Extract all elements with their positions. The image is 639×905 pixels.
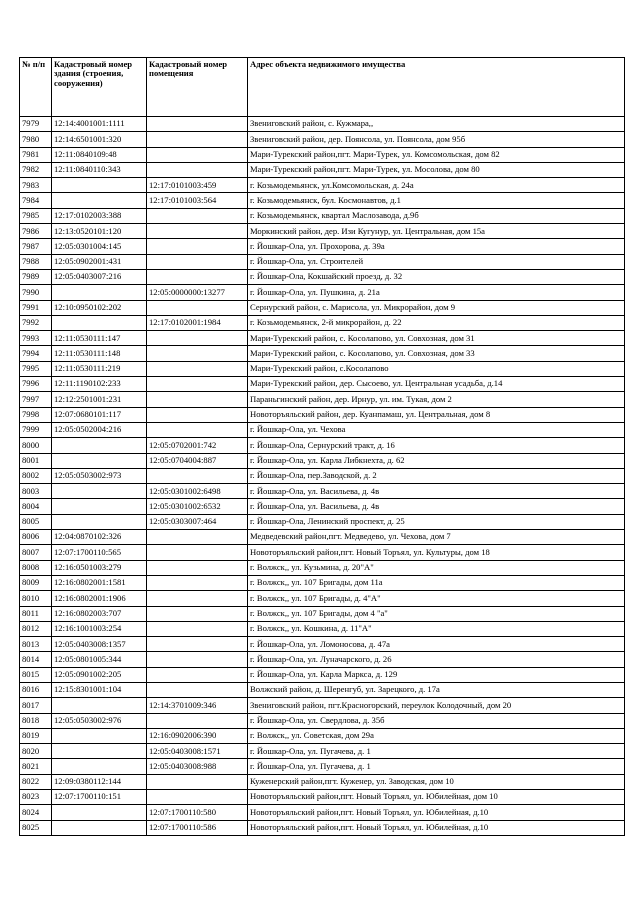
cell-premise-cadastral bbox=[147, 346, 248, 361]
cell-number: 8006 bbox=[20, 530, 52, 545]
table-row bbox=[20, 453, 625, 468]
cell-building-cadastral: 12:16:0802003:707 bbox=[52, 606, 147, 621]
cell-premise-cadastral: 12:17:0101003:564 bbox=[147, 193, 248, 208]
table-row bbox=[20, 759, 625, 774]
cell-number: 7989 bbox=[20, 269, 52, 284]
cell-premise-cadastral: 12:05:0000000:13277 bbox=[147, 285, 248, 300]
cell-number: 8024 bbox=[20, 805, 52, 820]
cell-address: г. Йошкар-Ола, ул. Пушкина, д. 21а bbox=[248, 285, 625, 300]
header-building-cadastral: Кадастровый номер здания (строения, сооружения) bbox=[52, 58, 147, 117]
cell-building-cadastral bbox=[52, 453, 147, 468]
cell-premise-cadastral bbox=[147, 621, 248, 636]
cell-number: 8018 bbox=[20, 713, 52, 728]
cell-building-cadastral: 12:10:0950102:202 bbox=[52, 300, 147, 315]
cell-building-cadastral: 12:15:8301001:104 bbox=[52, 682, 147, 697]
cell-address: г. Волжск,, ул. Кузьмина, д. 20"А" bbox=[248, 560, 625, 575]
table-row bbox=[20, 331, 625, 346]
cell-premise-cadastral: 12:14:3701009:346 bbox=[147, 698, 248, 713]
cell-building-cadastral bbox=[52, 805, 147, 820]
table-row bbox=[20, 499, 625, 514]
table-row bbox=[20, 468, 625, 483]
cell-number: 7996 bbox=[20, 377, 52, 392]
cell-number: 8013 bbox=[20, 637, 52, 652]
cell-building-cadastral: 12:14:6501001:320 bbox=[52, 132, 147, 147]
table-row bbox=[20, 361, 625, 376]
table-row bbox=[20, 774, 625, 789]
cell-number: 8002 bbox=[20, 468, 52, 483]
cell-address: г. Йошкар-Ола, ул. Пугачева, д. 1 bbox=[248, 759, 625, 774]
table-row bbox=[20, 713, 625, 728]
table-row bbox=[20, 162, 625, 177]
cell-premise-cadastral bbox=[147, 545, 248, 560]
cell-building-cadastral bbox=[52, 178, 147, 193]
table-row bbox=[20, 392, 625, 407]
cell-number: 7988 bbox=[20, 254, 52, 269]
cell-premise-cadastral bbox=[147, 591, 248, 606]
cell-address: г. Козьмодемьянск, бул. Космонавтов, д.1 bbox=[248, 193, 625, 208]
table-row bbox=[20, 377, 625, 392]
cell-building-cadastral: 12:17:0102003:388 bbox=[52, 208, 147, 223]
cell-building-cadastral bbox=[52, 698, 147, 713]
table-row bbox=[20, 621, 625, 636]
cell-premise-cadastral: 12:16:0902006:390 bbox=[147, 728, 248, 743]
cell-building-cadastral: 12:14:4001001:1111 bbox=[52, 117, 147, 132]
cell-address: Звениговский район, пгт.Красногорский, переулок Колодочный, дом 20 bbox=[248, 698, 625, 713]
cell-number: 7985 bbox=[20, 208, 52, 223]
cell-building-cadastral: 12:07:1700110:151 bbox=[52, 790, 147, 805]
cell-premise-cadastral bbox=[147, 530, 248, 545]
cell-building-cadastral: 12:16:0501003:279 bbox=[52, 560, 147, 575]
cell-premise-cadastral: 12:07:1700110:580 bbox=[147, 805, 248, 820]
cell-premise-cadastral bbox=[147, 331, 248, 346]
cell-address: Мари-Турекский район, с. Косолапово, ул. Совхозная, дом 31 bbox=[248, 331, 625, 346]
cell-address: г. Йошкар-Ола, ул. Строителей bbox=[248, 254, 625, 269]
cell-number: 7979 bbox=[20, 117, 52, 132]
cell-number: 8022 bbox=[20, 774, 52, 789]
cell-number: 8007 bbox=[20, 545, 52, 560]
cell-premise-cadastral: 12:05:0702001:742 bbox=[147, 438, 248, 453]
cell-number: 7993 bbox=[20, 331, 52, 346]
cell-number: 7983 bbox=[20, 178, 52, 193]
cell-number: 8012 bbox=[20, 621, 52, 636]
cell-address: Мари-Турекский район,пгт. Мари-Турек, ул. Комсомольская, дом 82 bbox=[248, 147, 625, 162]
cell-premise-cadastral bbox=[147, 637, 248, 652]
cell-building-cadastral: 12:05:0503002:973 bbox=[52, 468, 147, 483]
cell-building-cadastral bbox=[52, 820, 147, 835]
cell-premise-cadastral: 12:05:0403008:1571 bbox=[147, 744, 248, 759]
cell-address: Медведевский район,пгт. Медведево, ул. Чехова, дом 7 bbox=[248, 530, 625, 545]
cell-address: г. Йошкар-Ола, ул. Васильева, д. 4в bbox=[248, 484, 625, 499]
cell-building-cadastral: 12:05:0502004:216 bbox=[52, 422, 147, 437]
cell-building-cadastral: 12:05:0403007:216 bbox=[52, 269, 147, 284]
cell-building-cadastral: 12:09:0380112:144 bbox=[52, 774, 147, 789]
cell-address: г. Козьмодемьянск, 2-й микрорайон, д. 22 bbox=[248, 315, 625, 330]
table-row bbox=[20, 728, 625, 743]
cell-building-cadastral: 12:05:0902001:431 bbox=[52, 254, 147, 269]
table-row bbox=[20, 438, 625, 453]
table-row bbox=[20, 530, 625, 545]
cell-number: 7984 bbox=[20, 193, 52, 208]
cell-number: 7992 bbox=[20, 315, 52, 330]
cell-premise-cadastral bbox=[147, 117, 248, 132]
cell-number: 8003 bbox=[20, 484, 52, 499]
cell-building-cadastral: 12:16:0802001:1581 bbox=[52, 575, 147, 590]
cell-number: 8016 bbox=[20, 682, 52, 697]
table-row bbox=[20, 744, 625, 759]
cell-number: 7986 bbox=[20, 224, 52, 239]
table-row bbox=[20, 698, 625, 713]
cell-address: Новоторъяльский район, дер. Куанпамаш, ул. Центральная, дом 8 bbox=[248, 407, 625, 422]
cell-premise-cadastral: 12:07:1700110:586 bbox=[147, 820, 248, 835]
table-row bbox=[20, 239, 625, 254]
cell-premise-cadastral bbox=[147, 392, 248, 407]
cell-premise-cadastral bbox=[147, 667, 248, 682]
table-row bbox=[20, 285, 625, 300]
table-row bbox=[20, 208, 625, 223]
cell-address: г. Йошкар-Ола, Ленинский проспект, д. 25 bbox=[248, 514, 625, 529]
table-row bbox=[20, 682, 625, 697]
table-row bbox=[20, 484, 625, 499]
cell-premise-cadastral bbox=[147, 269, 248, 284]
cell-address: г. Йошкар-Ола, ул. Васильева, д. 4в bbox=[248, 499, 625, 514]
cell-premise-cadastral bbox=[147, 162, 248, 177]
cell-premise-cadastral bbox=[147, 652, 248, 667]
cell-address: г. Йошкар-Ола, ул. Карла Либкнехта, д. 62 bbox=[248, 453, 625, 468]
cell-building-cadastral: 12:05:0801005:344 bbox=[52, 652, 147, 667]
cell-premise-cadastral: 12:17:0102001:1984 bbox=[147, 315, 248, 330]
table-row bbox=[20, 652, 625, 667]
cell-address: Мари-Турекский район, дер. Сысоево, ул. Центральная усадьба, д.14 bbox=[248, 377, 625, 392]
table-row bbox=[20, 560, 625, 575]
table-row bbox=[20, 346, 625, 361]
cell-number: 8005 bbox=[20, 514, 52, 529]
cell-address: г. Йошкар-Ола, Кокшайский проезд, д. 32 bbox=[248, 269, 625, 284]
cell-number: 8000 bbox=[20, 438, 52, 453]
cell-address: г. Йошкар-Ола, пер.Заводской, д. 2 bbox=[248, 468, 625, 483]
cell-building-cadastral: 12:13:0520101:120 bbox=[52, 224, 147, 239]
cell-number: 8014 bbox=[20, 652, 52, 667]
cell-address: Мари-Турекский район, с.Косолапово bbox=[248, 361, 625, 376]
cell-building-cadastral bbox=[52, 484, 147, 499]
table-row bbox=[20, 147, 625, 162]
cell-building-cadastral: 12:05:0301004:145 bbox=[52, 239, 147, 254]
cell-address: Новоторъяльский район,пгт. Новый Торъял, ул. Юбилейная, д.10 bbox=[248, 805, 625, 820]
cell-building-cadastral: 12:16:0802001:1906 bbox=[52, 591, 147, 606]
cell-number: 8008 bbox=[20, 560, 52, 575]
cell-address: г. Козьмодемьянск, квартал Маслозавода, д.9б bbox=[248, 208, 625, 223]
cell-address: г. Йошкар-Ола, ул. Карла Маркса, д. 129 bbox=[248, 667, 625, 682]
cell-number: 8009 bbox=[20, 575, 52, 590]
cell-number: 8023 bbox=[20, 790, 52, 805]
cell-address: Новоторъяльский район,пгт. Новый Торъял, ул. Юбилейная, дом 10 bbox=[248, 790, 625, 805]
cell-building-cadastral: 12:07:0680101:117 bbox=[52, 407, 147, 422]
cell-building-cadastral bbox=[52, 759, 147, 774]
cell-building-cadastral: 12:05:0901002:205 bbox=[52, 667, 147, 682]
cell-number: 7990 bbox=[20, 285, 52, 300]
cell-building-cadastral: 12:16:1001003:254 bbox=[52, 621, 147, 636]
table-header-row bbox=[20, 58, 625, 117]
cell-address: Новоторъяльский район,пгт. Новый Торъял, ул. Культуры, дом 18 bbox=[248, 545, 625, 560]
cell-premise-cadastral: 12:05:0301002:6498 bbox=[147, 484, 248, 499]
cell-address: г. Йошкар-Ола, Сернурский тракт, д. 16 bbox=[248, 438, 625, 453]
cell-number: 7981 bbox=[20, 147, 52, 162]
table-row bbox=[20, 224, 625, 239]
table-row bbox=[20, 667, 625, 682]
cell-address: Звениговский район, с. Кужмара,, bbox=[248, 117, 625, 132]
cell-address: г. Йошкар-Ола, ул. Прохорова, д. 39а bbox=[248, 239, 625, 254]
cell-building-cadastral: 12:11:0840109:48 bbox=[52, 147, 147, 162]
cell-number: 8025 bbox=[20, 820, 52, 835]
cell-building-cadastral: 12:11:0530111:147 bbox=[52, 331, 147, 346]
cell-address: Сернурский район, с. Марисола, ул. Микрорайон, дом 9 bbox=[248, 300, 625, 315]
table-row bbox=[20, 606, 625, 621]
cell-address: Мари-Турекский район,пгт. Мари-Турек, ул. Мосолова, дом 80 bbox=[248, 162, 625, 177]
cell-premise-cadastral bbox=[147, 422, 248, 437]
cell-premise-cadastral bbox=[147, 560, 248, 575]
cell-address: Моркинский район, дер. Изи Кугунур, ул. Центральная, дом 15а bbox=[248, 224, 625, 239]
cell-number: 7991 bbox=[20, 300, 52, 315]
cell-address: г. Волжск,, ул. 107 Бригады, дом 4 "а" bbox=[248, 606, 625, 621]
table-row bbox=[20, 820, 625, 835]
cell-address: г. Волжск,, ул. Советская, дом 29а bbox=[248, 728, 625, 743]
cell-address: г. Йошкар-Ола, ул. Пугачева, д. 1 bbox=[248, 744, 625, 759]
cell-building-cadastral: 12:11:1190102:233 bbox=[52, 377, 147, 392]
cell-number: 8011 bbox=[20, 606, 52, 621]
cell-premise-cadastral bbox=[147, 147, 248, 162]
cell-number: 8021 bbox=[20, 759, 52, 774]
cell-number: 7994 bbox=[20, 346, 52, 361]
cell-number: 8019 bbox=[20, 728, 52, 743]
cell-building-cadastral: 12:11:0530111:219 bbox=[52, 361, 147, 376]
table-row bbox=[20, 422, 625, 437]
cell-number: 8017 bbox=[20, 698, 52, 713]
table-row bbox=[20, 193, 625, 208]
cell-address: г. Козьмодемьянск, ул.Комсомольская, д. 24а bbox=[248, 178, 625, 193]
cell-building-cadastral: 12:11:0530111:148 bbox=[52, 346, 147, 361]
table-row bbox=[20, 545, 625, 560]
cell-building-cadastral: 12:05:0403008:1357 bbox=[52, 637, 147, 652]
cell-address: г. Йошкар-Ола, ул. Ломоносова, д. 47а bbox=[248, 637, 625, 652]
cell-address: г. Волжск,, ул. 107 Бригады, дом 11а bbox=[248, 575, 625, 590]
cell-building-cadastral bbox=[52, 728, 147, 743]
table-row bbox=[20, 315, 625, 330]
cell-address: г. Йошкар-Ола, ул. Свердлова, д. 35б bbox=[248, 713, 625, 728]
cell-number: 8020 bbox=[20, 744, 52, 759]
cell-number: 7987 bbox=[20, 239, 52, 254]
header-address: Адрес объекта недвижимого имущества bbox=[248, 58, 625, 117]
cadastral-table bbox=[19, 57, 625, 836]
cell-building-cadastral bbox=[52, 744, 147, 759]
table-row bbox=[20, 300, 625, 315]
cell-number: 7997 bbox=[20, 392, 52, 407]
cell-address: Куженерский район,пгт. Куженер, ул. Заводская, дом 10 bbox=[248, 774, 625, 789]
cell-premise-cadastral: 12:05:0303007:464 bbox=[147, 514, 248, 529]
cell-building-cadastral bbox=[52, 193, 147, 208]
header-premise-cadastral: Кадастровый номер помещения bbox=[147, 58, 248, 117]
cell-premise-cadastral: 12:05:0704004:887 bbox=[147, 453, 248, 468]
table-body bbox=[20, 117, 625, 836]
cell-premise-cadastral bbox=[147, 713, 248, 728]
table-row bbox=[20, 254, 625, 269]
table-row bbox=[20, 805, 625, 820]
cell-premise-cadastral: 12:17:0101003:459 bbox=[147, 178, 248, 193]
cell-number: 7995 bbox=[20, 361, 52, 376]
cell-premise-cadastral bbox=[147, 377, 248, 392]
table-row bbox=[20, 591, 625, 606]
cell-address: Звениговский район, дер. Поянсола, ул. Поянсола, дом 95б bbox=[248, 132, 625, 147]
cell-building-cadastral: 12:07:1700110:565 bbox=[52, 545, 147, 560]
cell-premise-cadastral bbox=[147, 132, 248, 147]
cell-building-cadastral bbox=[52, 499, 147, 514]
cell-premise-cadastral: 12:05:0301002:6532 bbox=[147, 499, 248, 514]
cell-premise-cadastral bbox=[147, 239, 248, 254]
cell-building-cadastral bbox=[52, 438, 147, 453]
cell-building-cadastral bbox=[52, 514, 147, 529]
cell-premise-cadastral: 12:05:0403008:988 bbox=[147, 759, 248, 774]
table-row bbox=[20, 407, 625, 422]
table-row bbox=[20, 132, 625, 147]
cell-premise-cadastral bbox=[147, 300, 248, 315]
cell-address: Параньгинский район, дер. Ирнур, ул. им. Тукая, дом 2 bbox=[248, 392, 625, 407]
cell-address: Новоторъяльский район,пгт. Новый Торъял, ул. Юбилейная, д.10 bbox=[248, 820, 625, 835]
cell-premise-cadastral bbox=[147, 254, 248, 269]
table-row bbox=[20, 269, 625, 284]
cell-premise-cadastral bbox=[147, 224, 248, 239]
cell-premise-cadastral bbox=[147, 361, 248, 376]
cell-premise-cadastral bbox=[147, 682, 248, 697]
cell-address: Мари-Турекский район, с. Косолапово, ул. Совхозная, дом 33 bbox=[248, 346, 625, 361]
cell-premise-cadastral bbox=[147, 774, 248, 789]
cell-number: 8001 bbox=[20, 453, 52, 468]
cell-premise-cadastral bbox=[147, 606, 248, 621]
cell-premise-cadastral bbox=[147, 790, 248, 805]
cell-building-cadastral bbox=[52, 315, 147, 330]
cell-premise-cadastral bbox=[147, 468, 248, 483]
cell-building-cadastral: 12:04:0870102:326 bbox=[52, 530, 147, 545]
cell-premise-cadastral bbox=[147, 208, 248, 223]
cell-number: 7999 bbox=[20, 422, 52, 437]
table-row bbox=[20, 178, 625, 193]
header-number: № п/п bbox=[20, 58, 52, 117]
cell-premise-cadastral bbox=[147, 575, 248, 590]
cell-building-cadastral bbox=[52, 285, 147, 300]
cell-address: Волжский район, д. Шеренгуб, ул. Зарецкого, д. 17а bbox=[248, 682, 625, 697]
cell-number: 7980 bbox=[20, 132, 52, 147]
table-row bbox=[20, 117, 625, 132]
cell-number: 8004 bbox=[20, 499, 52, 514]
table-row bbox=[20, 575, 625, 590]
table-row bbox=[20, 637, 625, 652]
cell-address: г. Волжск,, ул. 107 Бригады, д. 4"А" bbox=[248, 591, 625, 606]
table-row bbox=[20, 514, 625, 529]
cell-number: 7998 bbox=[20, 407, 52, 422]
cell-building-cadastral: 12:05:0503002:976 bbox=[52, 713, 147, 728]
table-row bbox=[20, 790, 625, 805]
cell-number: 7982 bbox=[20, 162, 52, 177]
cell-number: 8015 bbox=[20, 667, 52, 682]
cell-number: 8010 bbox=[20, 591, 52, 606]
cell-building-cadastral: 12:11:0840110:343 bbox=[52, 162, 147, 177]
cell-address: г. Волжск,, ул. Кошкина, д. 11"А" bbox=[248, 621, 625, 636]
cell-premise-cadastral bbox=[147, 407, 248, 422]
cell-address: г. Йошкар-Ола, ул. Чехова bbox=[248, 422, 625, 437]
cell-address: г. Йошкар-Ола, ул. Луначарского, д. 26 bbox=[248, 652, 625, 667]
cell-building-cadastral: 12:12:2501001:231 bbox=[52, 392, 147, 407]
